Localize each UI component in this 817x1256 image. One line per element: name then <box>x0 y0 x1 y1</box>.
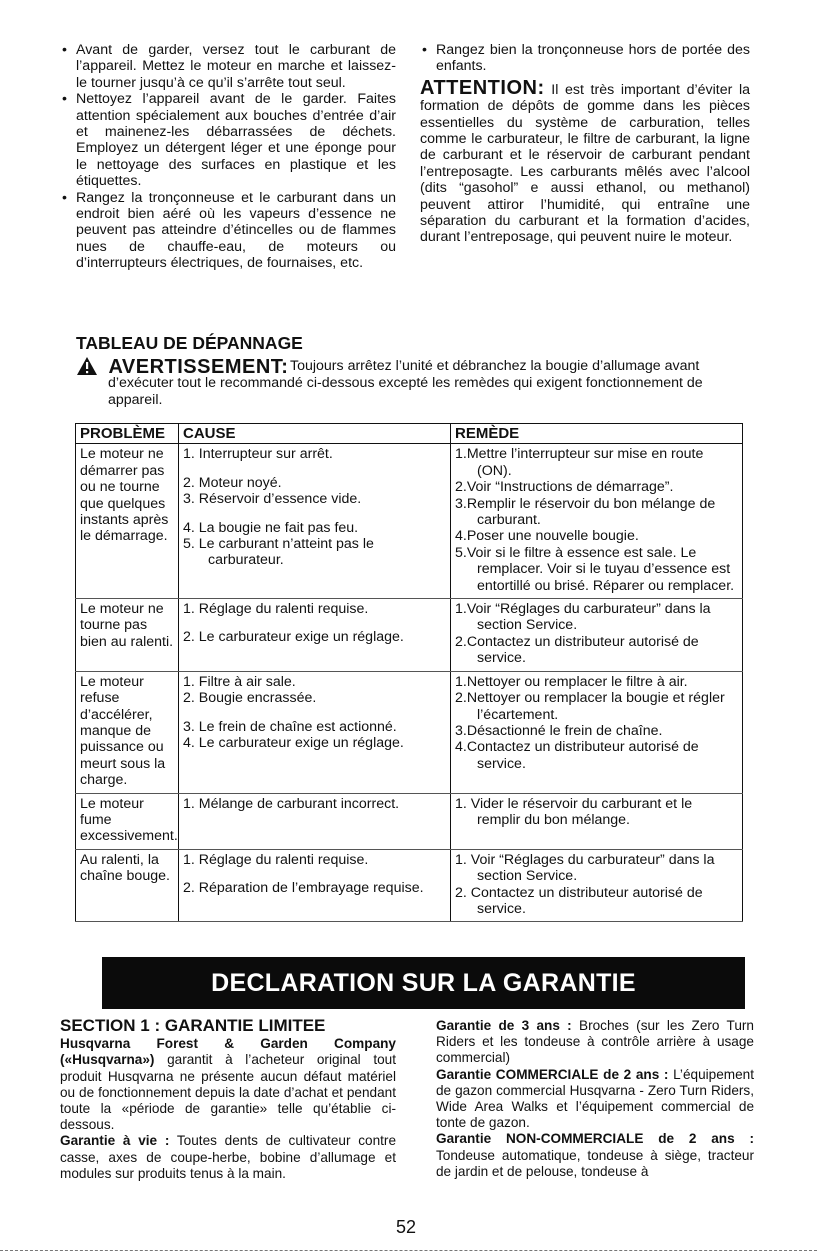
cause-item: 1. Mélange de carburant incorrect. <box>183 795 400 812</box>
attention-label: ATTENTION: <box>420 76 545 99</box>
warranty-banner: DECLARATION SUR LA GARANTIE <box>102 957 745 1009</box>
cause-item: 3. Réservoir d’essence vide. <box>183 491 362 508</box>
table-row <box>76 599 743 672</box>
remedy-cell <box>451 671 743 793</box>
page-number: 52 <box>396 1217 417 1237</box>
bullet-clean-unit: • Nettoyez l’appareil avant de le garder. Faites attention spécialement aux bouches d’entrée d’air et mainenez-les débarrassées de déchets. Employez un détergent léger et une éponge pour le nettoyage des surfaces en plastique et les étiquettes. <box>60 91 396 189</box>
cause-item: 1. Réglage du ralenti requise. <box>183 601 369 618</box>
cause-item: 2. Réparation de l’embrayage requise. <box>183 880 424 897</box>
warranty-section-title: SECTION 1 : GARANTIE LIMITEE <box>60 1016 326 1035</box>
cause-item: 1. Interrupteur sur arrêt. <box>183 446 333 463</box>
remedy-cell <box>451 444 743 599</box>
cause-item: 2. Bougie encrassée. <box>183 690 317 707</box>
remedy-item: 1.Nettoyer ou remplacer le filtre à air. <box>455 673 688 690</box>
warning-icon <box>76 356 98 381</box>
remedy-item: 1. Vider le réservoir du carburant et le remplir du bon mélange. <box>455 795 693 828</box>
warranty-left-column <box>60 1018 396 1182</box>
remedy-cell <box>451 793 743 849</box>
cause-item: 2. Moteur noyé. <box>183 474 282 491</box>
problem-cell: Le moteur refuse d’accélérer, manque de puissance ou meurt sous la charge. <box>76 671 179 793</box>
table-header-row <box>76 424 743 444</box>
commercial-warranty: Garantie COMMERCIALE de 2 ans : L’équipement de gazon commercial Husqvarna - Zero Turn Riders, Wide Area Walks et l’équipement commercial de tonte de gazon. <box>436 1066 754 1131</box>
remedy-item: 2. Contactez un distributeur autorisé de service. <box>455 884 703 917</box>
warranty-right-column <box>436 1018 754 1180</box>
remedy-cell <box>451 849 743 922</box>
lifetime-warranty: Garantie à vie : Toutes dents de cultivateur contre casse, axes de coupe-herbe, bobine d’allumage et modules sur produits tenus à la main. <box>60 1133 397 1181</box>
storage-instructions-left <box>60 42 396 272</box>
three-year-warranty: Garantie de 3 ans : Broches (sur les Zero Turn Riders et les tondeuse à contrôle arrière à usage commercial) <box>436 1018 754 1066</box>
table-row <box>76 849 743 922</box>
remedy-item: 2.Contactez un distributeur autorisé de service. <box>455 633 699 667</box>
remedy-item: 3.Remplir le réservoir du bon mélange de carburant. <box>455 495 716 529</box>
bottom-rule <box>0 1250 817 1251</box>
problem-cell: Le moteur ne démarrer pas ou ne tourne que quelques instants après le démarrage. <box>76 444 179 599</box>
cause-item: 1. Filtre à air sale. <box>183 673 296 690</box>
remedy-item: 5.Voir si le filtre à essence est sale. Le remplacer. Voir si le tuyau d’essence est entortillé ou brisé. Réparer ou remplacer. <box>455 544 735 594</box>
warning-text-body: Toujours arrêtez l’unité et débranchez la bougie d’allumage avant d’exécuter tout le recommandé ci-dessous excepté les remèdes qui exigent fonctionnement de appareil. <box>108 358 703 408</box>
cause-cell <box>179 599 451 672</box>
remedy-item: 1. Voir “Réglages du carburateur” dans la section Service. <box>455 851 715 885</box>
bullet-store-ventilated: • Rangez la tronçonneuse et le carburant dans un endroit bien aéré où les vapeurs d’essence ne peuvent pas atteindre d’étincelles ou de flammes nues de chauffe-eau, de moteurs ou d’interrupteurs électriques, de fournaises, etc. <box>60 190 396 272</box>
cause-item: 5. Le carburant n’atteint pas le carburateur. <box>183 536 374 569</box>
noncommercial-warranty: Garantie NON-COMMERCIALE de 2 ans : Tondeuse automatique, tondeuse à siège, tracteur de jardin et de pelouse, tondeuse à <box>436 1131 754 1179</box>
cause-cell <box>179 444 451 599</box>
cause-cell <box>179 793 451 849</box>
warranty-intro: Husqvarna Forest & Garden Company («Husqvarna») garantit à l’acheteur original tout produit Husqvarna ne présente aucun défaut matériel ou de fonctionnement depuis la date d’achat et pendant toute la «période de garantie» telle qu’établie ci-dessous. <box>60 1036 397 1133</box>
cause-item: 4. Le carburateur exige un réglage. <box>183 734 404 751</box>
header-problem: PROBLÈME <box>76 424 179 444</box>
cause-cell <box>179 849 451 922</box>
table-row <box>76 671 743 793</box>
cause-item: 4. La bougie ne fait pas feu. <box>183 519 359 536</box>
problem-cell: Le moteur ne tourne pas bien au ralenti. <box>76 599 179 672</box>
cause-item: 1. Réglage du ralenti requise. <box>183 851 369 868</box>
remedy-item: 1.Voir “Réglages du carburateur” dans la section Service. <box>455 601 711 634</box>
attention-text: Il est très important d’éviter la formation de dépôts de gomme dans les pièces essentielles du système de carburation, telles comme le carburateur, le filtre de carburant, la ligne de carburant et le réservoir de carburant pendant l’entreposagte. Les carburants mêlés avec l’alcool (dits “gasohol” e aussi ethanol, ou methanol) peuvent attiror l’humidité, qui entraîne une séparation du carburant et la formation d’acides, durant l’entreposage, qui peuvent nuire le moteur. <box>420 81 750 246</box>
remedy-item: 4.Poser une nouvelle bougie. <box>455 528 639 545</box>
table-row <box>76 444 743 599</box>
troubleshooting-table <box>75 423 743 922</box>
warranty-company: Husqvarna Forest & Garden Company («Husqvarna») <box>60 1036 396 1068</box>
attention-paragraph <box>420 76 750 246</box>
remedy-item: 2.Voir “Instructions de démarrage”. <box>455 479 674 496</box>
remedy-item: 1.Mettre l’interrupteur sur mise en route (ON). <box>455 446 704 479</box>
header-cause: CAUSE <box>179 424 451 444</box>
warning-label: AVERTISSEMENT: <box>108 356 289 378</box>
remedy-item: 2.Nettoyer ou remplacer la bougie et régler l’écartement. <box>455 690 725 723</box>
problem-cell: Le moteur fume excessivement. <box>76 793 179 849</box>
remedy-item: 3.Désactionné le frein de chaîne. <box>455 722 663 739</box>
bullet-child-safety: • Rangez bien la tronçonneuse hors de portée des enfants. <box>420 42 750 75</box>
problem-cell: Au ralenti, la chaîne bouge. <box>76 849 179 922</box>
bullet-drain-fuel: • Avant de garder, versez tout le carburant de l’appareil. Mettez le moteur en marche et laissez-le tourner jusqu’à ce qu’il s’arrête tout seul. <box>60 42 396 91</box>
cause-item: 3. Le frein de chaîne est actionné. <box>183 718 397 735</box>
cause-cell <box>179 671 451 793</box>
remedy-item: 4.Contactez un distributeur autorisé de service. <box>455 739 699 772</box>
storage-instructions-right <box>420 42 750 246</box>
remedy-cell <box>451 599 743 672</box>
troubleshooting-title: TABLEAU DE DÉPANNAGE <box>76 333 303 353</box>
table-row <box>76 793 743 849</box>
header-remedy: REMÈDE <box>451 424 743 444</box>
cause-item: 2. Le carburateur exige un réglage. <box>183 629 404 646</box>
